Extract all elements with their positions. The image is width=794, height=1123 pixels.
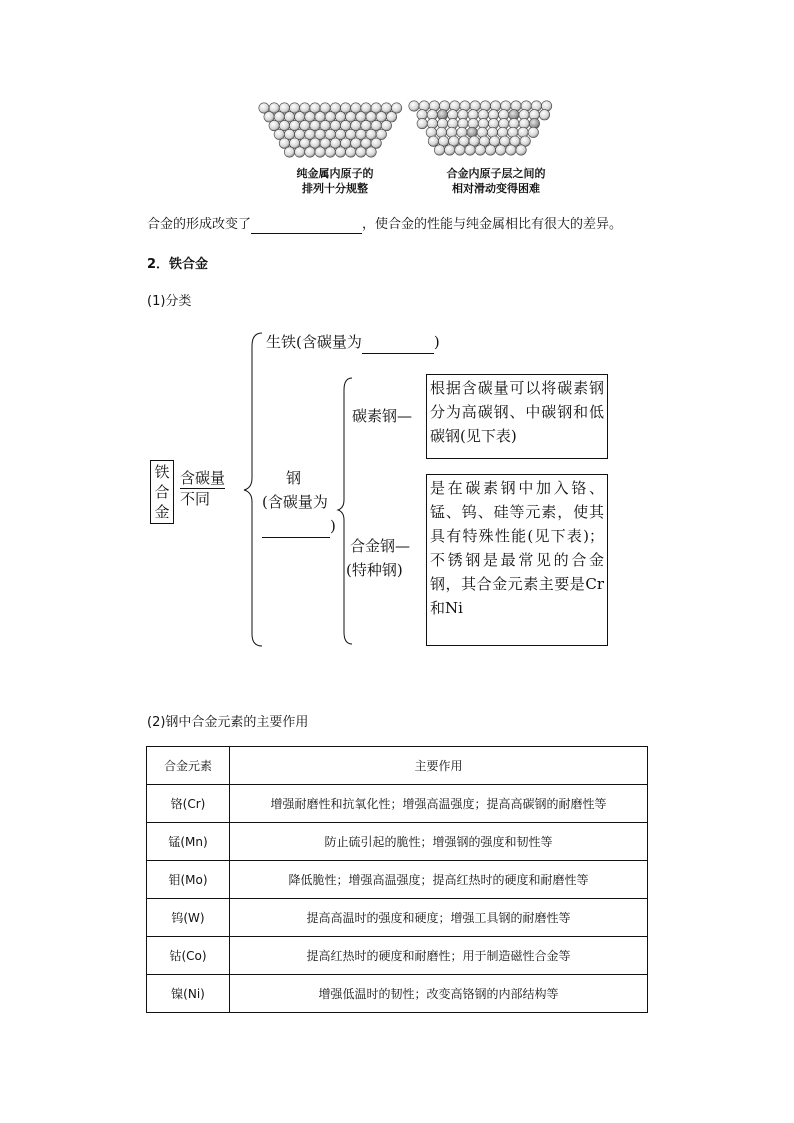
table-cell-element: 铬(Cr) (147, 785, 230, 823)
table-row (147, 937, 648, 975)
steel-blank-line (262, 514, 336, 538)
table-cell-element: 钼(Mo) (147, 861, 230, 899)
table-header-row (147, 747, 648, 785)
table-row (147, 899, 648, 937)
alloy-steel-desc-box: 是在碳素钢中加入铬、锰、钨、硅等元素，使其具有特殊性能(见下表)；不锈钢是最常见的合金钢，其合金元素主要是Cr和Ni (426, 474, 608, 646)
caption-left-line1: 纯金属内原子的 (296, 167, 374, 180)
pig-iron-node (266, 330, 440, 354)
table-header-function: 主要作用 (230, 747, 648, 785)
table-cell-function: 防止硫引起的脆性；增强钢的强度和韧性等 (230, 823, 648, 861)
root-label-box (150, 460, 174, 524)
table-cell-function: 提高红热时的硬度和耐磨性；用于制造磁性合金等 (230, 937, 648, 975)
alloy-steel-node (346, 534, 411, 582)
table-row (147, 785, 648, 823)
alloy-sentence-after: ，使合金的性能与纯金属相比有很大的差异。 (362, 217, 623, 232)
steel-close: ) (330, 517, 336, 535)
table-cell-element: 锰(Mn) (147, 823, 230, 861)
fill-blank-steel[interactable] (262, 519, 330, 538)
table-cell-function: 增强耐磨性和抗氧化性；增强高温强度；提高高碳钢的耐磨性等 (230, 785, 648, 823)
carbon-steel-label: 碳素钢— (352, 407, 413, 425)
table-row (147, 861, 648, 899)
carbon-steel-desc-box: 根据含碳量可以将碳素钢分为高碳钢、中碳钢和低碳钢(见下表) (426, 374, 608, 459)
table-cell-function: 增强低温时的韧性；改变高铬钢的内部结构等 (230, 975, 648, 1013)
criterion-line2: 不同 (180, 490, 211, 508)
criterion-line1: 含碳量 (180, 469, 226, 487)
table-cell-function: 提高高温时的强度和硬度；增强工具钢的耐磨性等 (230, 899, 648, 937)
table-header-element: 合金元素 (147, 747, 230, 785)
table-row (147, 823, 648, 861)
steel-node (262, 466, 336, 538)
table-cell-element: 钴(Co) (147, 937, 230, 975)
steel-label: 钢 (286, 469, 302, 487)
table-cell-element: 镍(Ni) (147, 975, 230, 1013)
caption-right-line1: 合金内原子层之间的 (446, 167, 546, 180)
pig-iron-close: ) (433, 333, 440, 351)
alloy-steel-sub-label: (特种钢) (346, 561, 403, 579)
steel-sub-label: (含碳量为 (262, 493, 328, 511)
fill-blank-pig-iron[interactable] (362, 335, 434, 354)
table-cell-element: 钨(W) (147, 899, 230, 937)
section-heading: 2．铁合金 (147, 257, 209, 272)
caption-left-line2: 排列十分规整 (302, 182, 368, 195)
table-cell-function: 降低脆性；增强高温强度；提高红热时的硬度和耐磨性等 (230, 861, 648, 899)
criterion (180, 468, 225, 509)
alloy-elements-table (146, 746, 648, 1013)
table-row (147, 975, 648, 1013)
caption-right-line2: 相对滑动变得困难 (452, 182, 540, 195)
pig-iron-label: 生铁(含碳量为 (266, 333, 362, 351)
alloy-sentence-before: 合金的形成改变了 (147, 217, 252, 232)
alloy-steel-label: 合金钢— (350, 537, 411, 555)
root-label: 铁合金 (154, 463, 170, 521)
subheading-alloy-elements: (2)钢中合金元素的主要作用 (147, 715, 309, 730)
subheading-classification: (1)分类 (147, 294, 192, 309)
